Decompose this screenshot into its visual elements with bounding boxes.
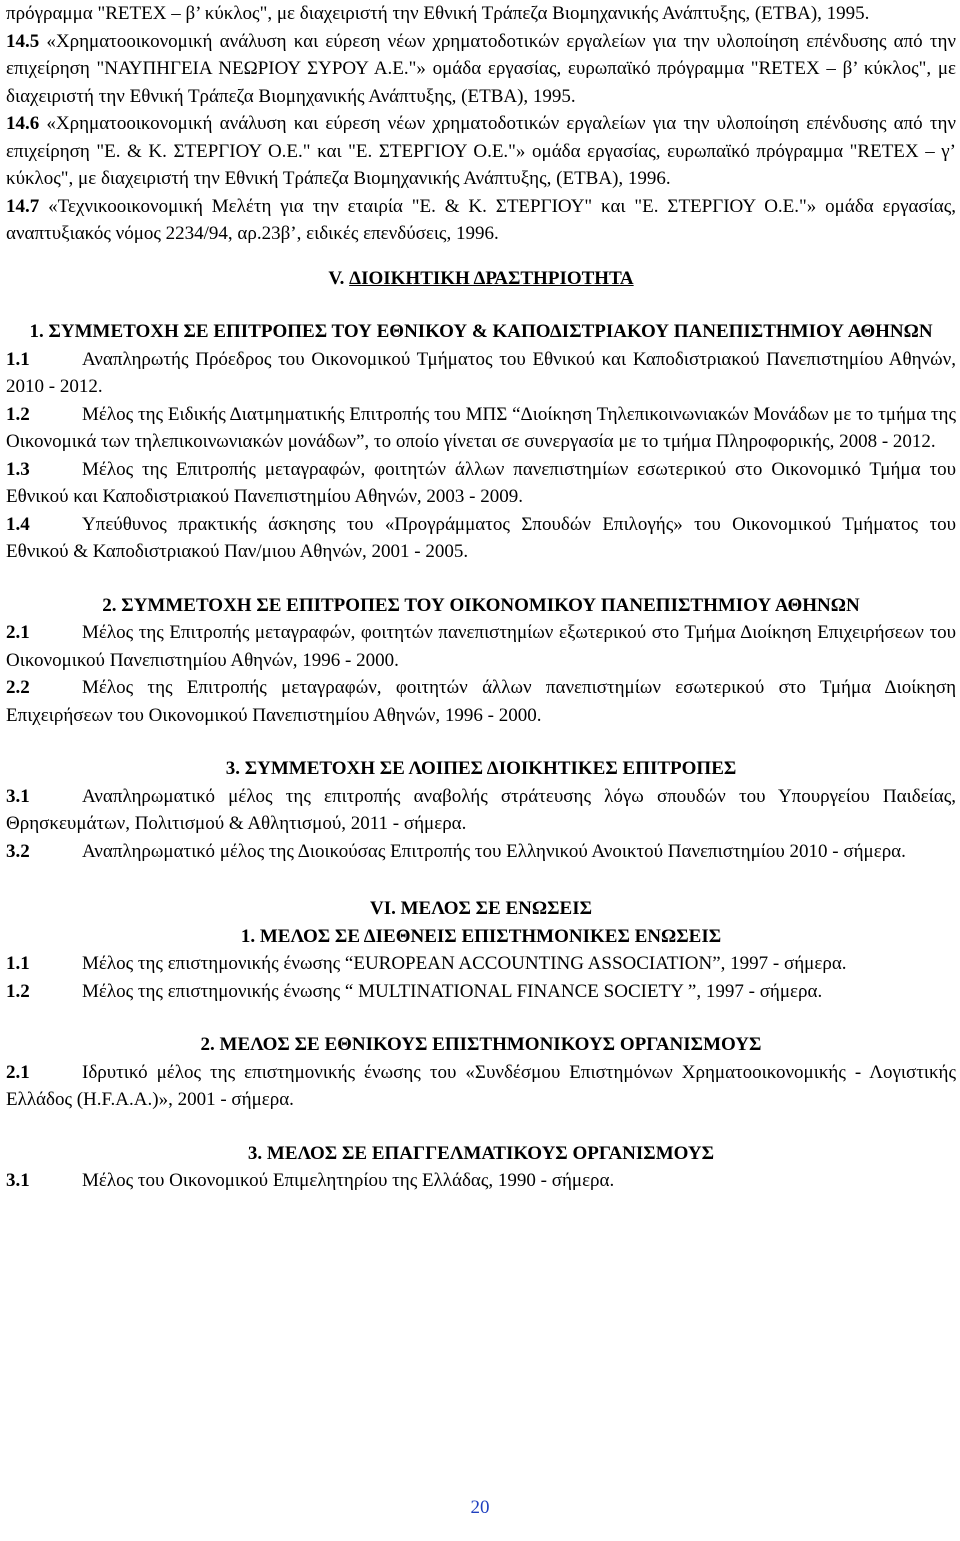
item-number: 3.1 <box>6 785 30 807</box>
section-title: 2. ΣΥΜΜΕΤΟΧΗ ΣΕ ΕΠΙΤΡΟΠΕΣ ΤΟΥ ΟΙΚΟΝΟΜΙΚΟΥ ΠΑΝΕΠΙΣΤΗΜΙΟΥ ΑΘΗΝΩΝ <box>102 594 860 616</box>
list-item: 3.2 Αναπληρωματικό μέλος της Διοικούσας Επιτροπής του Ελληνικού Ανοικτού Πανεπιστημίου 2010 - σήμερα. <box>6 838 956 866</box>
section-title: 2. ΜΕΛΟΣ ΣΕ ΕΘΝΙΚΟΥΣ ΕΠΙΣΤΗΜΟΝΙΚΟΥΣ ΟΡΓΑΝΙΣΜΟΥΣ <box>200 1034 762 1055</box>
item-number: 1.2 <box>6 980 30 1002</box>
item-number: 2.1 <box>6 622 30 643</box>
item-number: 1.4 <box>6 513 30 535</box>
list-item: 2.1 Μέλος της Επιτροπής μεταγραφών, φοιτητών πανεπιστημίων εξωτερικού στο Τμήμα Διοίκηση Επιχειρήσεων του Οικονομικού Πανεπιστημίου Αθηνών, 1996 - 2000. <box>6 619 956 674</box>
item-number: 1.2 <box>6 403 30 425</box>
section-title: 1. ΜΕΛΟΣ ΣΕ ΔΙΕΘΝΕΙΣ ΕΠΙΣΤΗΜΟΝΙΚΕΣ ΕΝΩΣΕΙΣ <box>240 925 722 947</box>
list-item: 1.2 Μέλος της επιστημονικής ένωσης “ MULTINATIONAL FINANCE SOCIETY ”, 1997 - σήμερα. <box>6 978 956 1006</box>
project-text: «Χρηματοοικονομική ανάλυση και εύρεση νέων χρηματοδοτικών εργαλείων για την υλοποίηση επένδυσης από την επιχείρηση "Ε. & Κ. ΣΤΕΡΓΙΟΥ Ο.Ε." και "Ε. ΣΤΕΡΓΙΟΥ Ο.Ε."» ομάδα εργασίας, ευρωπαϊκό πρόγραμμα "RETEX – γ’ κύκλος", με διαχειριστή την Εθνική Τράπεζα Βιομηχανικής Ανάπτυξης, (ΕΤΒΑ), 1996. <box>6 113 956 189</box>
chapter-vi-title: VI. ΜΕΛΟΣ ΣΕ ΕΝΩΣΕΙΣ <box>369 898 593 919</box>
project-text: «Χρηματοοικονομική ανάλυση και εύρεση νέων χρηματοδοτικών εργαλείων για την υλοποίηση επένδυσης από την επιχείρηση "ΝΑΥΠΗΓΕΙΑ ΝΕΩΡΙΟΥ ΣΥΡΟΥ Α.Ε."» ομάδα εργασίας, ευρωπαϊκό πρόγραμμα "RETEX – β’ κύκλος", με διαχειριστή την Εθνική Τράπεζα Βιομηχανικής Ανάπτυξης, (ΕΤΒΑ), 1995. <box>6 30 956 107</box>
page-number: 20 <box>470 1497 490 1518</box>
document-page <box>6 0 956 1195</box>
item-number: 2.1 <box>6 1061 30 1083</box>
list-item: 1.1 Μέλος της επιστημονικής ένωσης “EUROPEAN ACCOUNTING ASSOCIATION”, 1997 - σήμερα. <box>6 950 956 978</box>
project-number: 14.7 <box>6 195 40 217</box>
item-number: 1.3 <box>6 458 30 480</box>
section-title: 3. ΜΕΛΟΣ ΣΕ ΕΠΑΓΓΕΛΜΑΤΙΚΟΥΣ ΟΡΓΑΝΙΣΜΟΥΣ <box>247 1142 715 1164</box>
section-title: 1. ΣΥΜΜΕΤΟΧΗ ΣΕ ΕΠΙΤΡΟΠΕΣ ΤΟΥ ΕΘΝΙΚΟΥ & ΚΑΠΟΔΙΣΤΡΙΑΚΟΥ ΠΑΝΕΠΙΣΤΗΜΙΟΥ ΑΘΗΝΩΝ <box>29 321 933 342</box>
item-number: 2.2 <box>6 677 30 698</box>
item-number: 1.1 <box>6 348 30 370</box>
project-text: «Τεχνικοοικονομική Μελέτη για την εταιρία "Ε. & Κ. ΣΤΕΡΓΙΟΥ" και "Ε. ΣΤΕΡΓΙΟΥ Ο.Ε."» ομάδα εργασίας, αναπτυξιακός νόμος 2234/94, αρ.23β’, ειδικές επενδύσεις, 1996. <box>6 195 957 244</box>
project-number: 14.6 <box>6 113 40 134</box>
list-item: 1.3 Μέλος της Επιτροπής μεταγραφών, φοιτητών άλλων πανεπιστημίων εσωτερικού στο Οικονομικό Τμήμα του Εθνικού και Καποδιστριακού Πανεπιστημίου Αθηνών, 2003 - 2009. <box>6 456 956 511</box>
list-item: 2.2 Μέλος της Επιτροπής μεταγραφών, φοιτητών άλλων πανεπιστημίων εσωτερικού στο Τμήμα Διοίκηση Επιχειρήσεων του Οικονομικού Πανεπιστημίου Αθηνών, 1996 - 2000. <box>6 674 956 729</box>
item-number: 3.1 <box>6 1170 30 1191</box>
project-item <box>6 193 956 248</box>
section-title: 3. ΣΥΜΜΕΤΟΧΗ ΣΕ ΛΟΙΠΕΣ ΔΙΟΙΚΗΤΙΚΕΣ ΕΠΙΤΡΟΠΕΣ <box>225 758 737 779</box>
list-item: 1.2 Μέλος της Ειδικής Διατμηματικής Επιτροπής του ΜΠΣ “Διοίκηση Τηλεπικοινωνιακών Μονάδων με το τμήμα της Οικονομικά των τηλεπικοινωνιακών μονάδων”, το οποίο γίνεται σε συνεργασία με το τμήμα Πληροφορικής, 2008 - 2012. <box>6 401 956 456</box>
list-item: 2.1 Ιδρυτικό μέλος της επιστημονικής ένωσης του «Συνδέσμου Επιστημόνων Χρηματοοικονομικής - Λογιστικής Ελλάδος (H.F.A.A.)», 2001 - σήμερα. <box>6 1059 956 1114</box>
chapter-v-title: V. ΔΙΟΙΚΗΤΙΚΗ ΔΡΑΣΤΗΡΙΟΤΗΤΑ <box>328 267 634 289</box>
list-item: 3.1 Αναπληρωματικό μέλος της επιτροπής αναβολής στράτευσης λόγω σπουδών του Υπουργείου Παιδείας, Θρησκευμάτων, Πολιτισμού & Αθλητισμού, 2011 - σήμερα. <box>6 783 956 838</box>
project-continuation: πρόγραμμα "RETEX – β’ κύκλος", με διαχειριστή την Εθνική Τράπεζα Βιομηχανικής Ανάπτυξης, (ΕΤΒΑ), 1995. <box>6 3 870 24</box>
project-item <box>6 110 956 193</box>
item-number: 1.1 <box>6 953 30 974</box>
list-item: 1.4 Υπεύθυνος πρακτικής άσκησης του «Προγράμματος Σπουδών Επιλογής» του Οικονομικού Τμήματος του Εθνικού & Καποδιστριακού Παν/μιου Αθηνών, 2001 - 2005. <box>6 511 956 566</box>
project-item <box>6 28 956 111</box>
project-number: 14.5 <box>6 30 40 52</box>
item-number: 3.2 <box>6 840 30 862</box>
list-item: 3.1 Μέλος του Οικονομικού Επιμελητηρίου της Ελλάδας, 1990 - σήμερα. <box>6 1167 956 1195</box>
list-item: 1.1 Αναπληρωτής Πρόεδρος του Οικονομικού Τμήματος του Εθνικού και Καποδιστριακού Πανεπιστημίου Αθηνών, 2010 - 2012. <box>6 346 956 401</box>
